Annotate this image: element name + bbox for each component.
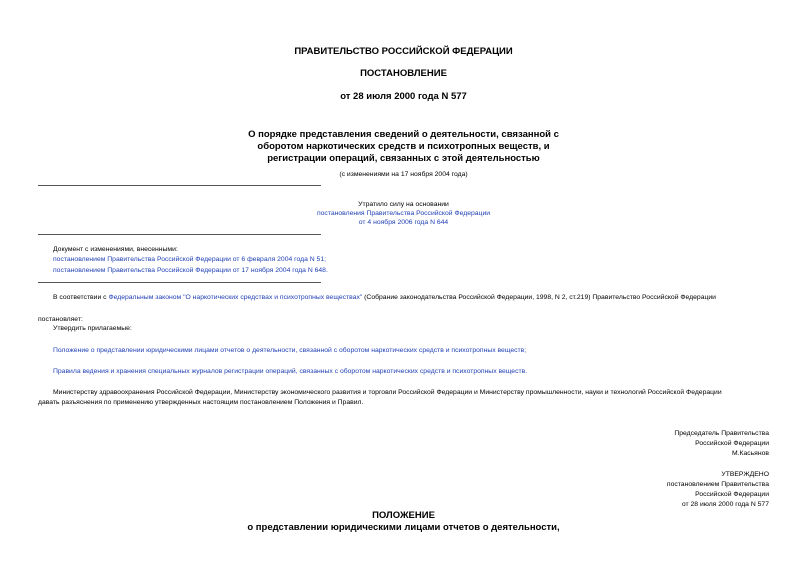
document-date-number: от 28 июля 2000 года N 577 — [340, 91, 467, 102]
paragraph-1-suffix: (Собрание законодательства Российской Федерации, 1998, N 2, ст.219) Правительство Российской Федерации — [362, 294, 716, 301]
approved-country: Российской Федерации — [695, 491, 769, 498]
amended-note: (с изменениями на 17 ноября 2004 года) — [339, 171, 468, 178]
divider — [38, 282, 321, 283]
regulation-link[interactable]: Положение о представлении юридическими лицами отчетов о деятельности, связанной с оборотом наркотических средств и психотропных веществ; — [53, 347, 527, 354]
invalidated-link-2[interactable]: от 4 ноября 2006 года N 644 — [358, 219, 449, 226]
divider — [38, 234, 321, 235]
amendment-link-2[interactable]: постановлением Правительства Российской Федерации от 17 ноября 2004 года N 648. — [53, 267, 328, 274]
amendments-intro: Документ с изменениями, внесенными: — [53, 246, 178, 253]
invalidated-note: Утратило силу на основании — [358, 201, 449, 208]
paragraph-1 — [53, 294, 716, 301]
document-title-line-2: оборотом наркотических средств и психотропных веществ, и — [257, 141, 550, 152]
signature-title: Председатель Правительства — [674, 430, 769, 437]
invalidated-link-1[interactable]: постановления Правительства Российской Федерации — [316, 210, 491, 217]
amendment-link-1[interactable]: постановлением Правительства Российской Федерации от 6 февраля 2004 года N 51; — [53, 256, 326, 263]
approved-date: от 28 июля 2000 года N 577 — [681, 501, 769, 508]
decrees-word: постановляет: — [38, 316, 83, 323]
paragraph-2-line-2: давать разъяснения по применению утвержденных настоящим постановлением Положения и Правил. — [38, 399, 364, 406]
approved-by: постановлением Правительства — [666, 481, 769, 488]
government-heading: ПРАВИТЕЛЬСТВО РОССИЙСКОЙ ФЕДЕРАЦИИ — [294, 46, 513, 57]
document-type: ПОСТАНОВЛЕНИЕ — [360, 68, 447, 79]
federal-law-link[interactable]: Федеральным законом "О наркотических средствах и психотропных веществах" — [108, 294, 363, 301]
paragraph-1-prefix: В соответствии с — [53, 294, 109, 301]
approved-label: УТВЕРЖДЕНО — [721, 471, 769, 478]
approve-line: Утвердить прилагаемые: — [53, 325, 132, 332]
signature-country: Российской Федерации — [695, 440, 769, 447]
document-title-line-3: регистрации операций, связанных с этой деятельностью — [267, 153, 540, 164]
document-title-line-1: О порядке представления сведений о деятельности, связанной с — [248, 129, 559, 140]
paragraph-2-line-1: Министерству здравоохранения Российской Федерации, Министерству экономического развития и торговли Российской Федерации и Министерству промышленности, науки и технологий Российской Федерации — [53, 389, 722, 396]
regulation-title: ПОЛОЖЕНИЕ — [372, 510, 435, 521]
signature-name: М.Касьянов — [731, 450, 769, 457]
divider — [38, 185, 321, 186]
rules-link[interactable]: Правила ведения и хранения специальных журналов регистрации операций, связанных с оборотом наркотических средств и психотропных веществ. — [53, 368, 528, 375]
regulation-subtitle: о представлении юридическими лицами отчетов о деятельности, — [247, 522, 560, 533]
